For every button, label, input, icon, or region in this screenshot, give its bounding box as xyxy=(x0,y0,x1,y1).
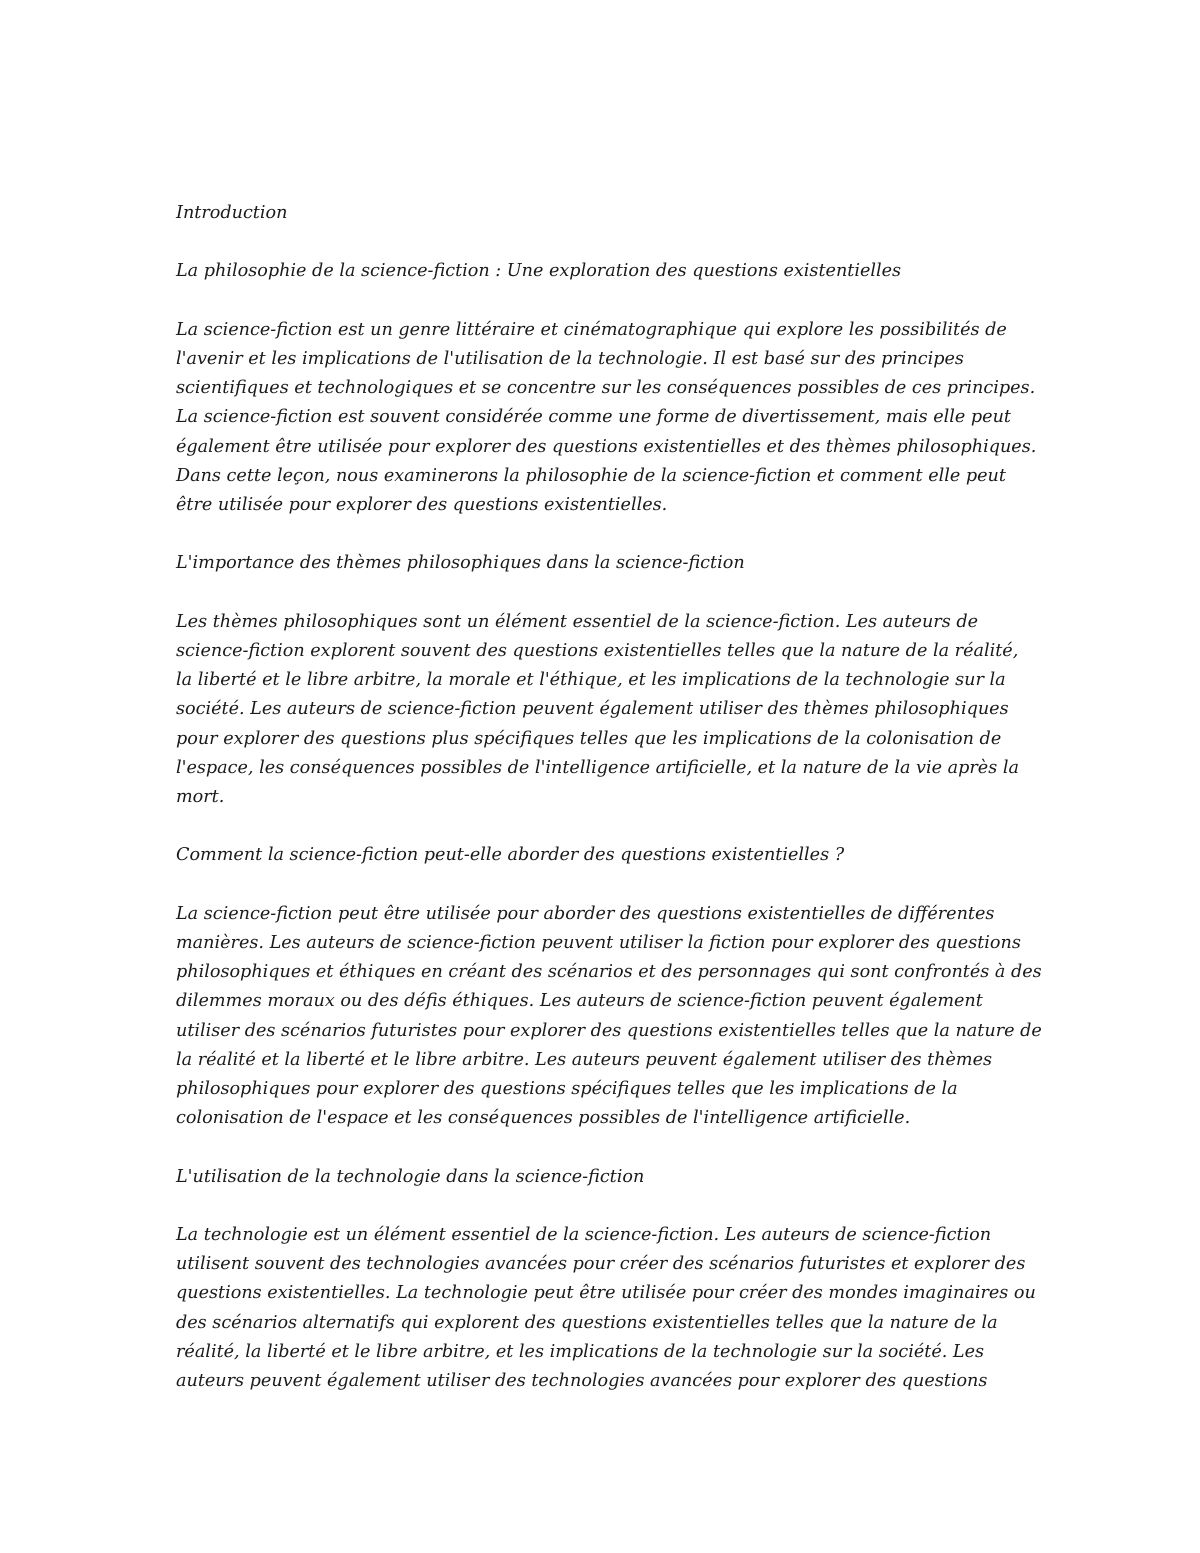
paragraph-technology xyxy=(176,1221,1036,1396)
section-heading-text: L'utilisation de la technologie dans la science-fiction xyxy=(176,1166,645,1187)
paragraph-line: des scénarios alternatifs qui explorent des questions existentielles telles que la nature de la xyxy=(176,1312,998,1333)
paragraph-line: être utilisée pour explorer des questions existentielles. xyxy=(176,495,668,515)
paragraph-line: philosophiques et éthiques en créant des scénarios et des personnages qui sont confrontés à des xyxy=(176,962,1042,983)
document-title xyxy=(176,257,1036,286)
paragraph-line: science-fiction explorent souvent des questions existentielles telles que la nature de la réalité, xyxy=(176,640,1019,661)
section-heading-philosophical-themes xyxy=(176,549,1036,578)
paragraph-line: La science-fiction est souvent considérée comme une forme de divertissement, mais elle peut xyxy=(176,407,1011,428)
paragraph-line: également être utilisée pour explorer des questions existentielles et des thèmes philosophiques. xyxy=(176,436,1037,457)
section-heading-text: L'importance des thèmes philosophiques dans la science-fiction xyxy=(176,553,745,574)
paragraph-line: mort. xyxy=(176,787,225,807)
section-heading-existential-questions xyxy=(176,841,1036,870)
paragraph-line: manières. Les auteurs de science-fiction peuvent utiliser la fiction pour explorer des questions xyxy=(176,932,1021,953)
paragraph-line: la liberté et le libre arbitre, la morale et l'éthique, et les implications de la technologie sur la xyxy=(176,670,1006,691)
paragraph-line: colonisation de l'espace et les conséquences possibles de l'intelligence artificielle. xyxy=(176,1108,911,1129)
section-heading-text: Comment la science-fiction peut-elle aborder des questions existentielles ? xyxy=(176,845,845,866)
intro-heading-text: Introduction xyxy=(176,203,288,223)
paragraph-line: scientifiques et technologiques et se concentre sur les conséquences possibles de ces principes. xyxy=(176,378,1036,399)
paragraph-line: dilemmes moraux ou des défis éthiques. Les auteurs de science-fiction peuvent également xyxy=(176,991,983,1012)
paragraph-line: philosophiques pour explorer des questions spécifiques telles que les implications de la xyxy=(176,1079,958,1099)
paragraph-line: l'avenir et les implications de l'utilisation de la technologie. Il est basé sur des principes xyxy=(176,348,964,369)
paragraph-line: Dans cette leçon, nous examinerons la philosophie de la science-fiction et comment elle peut xyxy=(176,465,1006,486)
paragraph-line: La science-fiction peut être utilisée pour aborder des questions existentielles de différentes xyxy=(176,903,995,924)
paragraph-line: la réalité et la liberté et le libre arbitre. Les auteurs peuvent également utiliser des thèmes xyxy=(176,1049,993,1070)
paragraph-line: Les thèmes philosophiques sont un élément essentiel de la science-fiction. Les auteurs de xyxy=(176,611,978,632)
paragraph-line: société. Les auteurs de science-fiction peuvent également utiliser des thèmes philosophiques xyxy=(176,699,1009,720)
paragraph-intro xyxy=(176,316,1036,520)
paragraph-line: réalité, la liberté et le libre arbitre, et les implications de la technologie sur la société. Les xyxy=(176,1341,985,1362)
paragraph-line: La technologie est un élément essentiel de la science-fiction. Les auteurs de science-fiction xyxy=(176,1224,992,1245)
paragraph-line: utilisent souvent des technologies avancées pour créer des scénarios futuristes et explorer des xyxy=(176,1254,1026,1275)
paragraph-existential-questions xyxy=(176,900,1042,1134)
paragraph-line: La science-fiction est un genre littéraire et cinématographique qui explore les possibilités de xyxy=(176,319,1007,340)
paragraph-line: auteurs peuvent également utiliser des technologies avancées pour explorer des questions xyxy=(176,1371,988,1391)
document-title-text: La philosophie de la science-fiction : Une exploration des questions existentielles xyxy=(176,261,902,282)
paragraph-line: l'espace, les conséquences possibles de l'intelligence artificielle, et la nature de la vie après la xyxy=(176,757,1019,778)
paragraph-philosophical-themes xyxy=(176,608,1036,812)
section-heading-technology xyxy=(176,1163,1036,1192)
paragraph-line: pour explorer des questions plus spécifiques telles que les implications de la colonisation de xyxy=(176,728,1002,749)
paragraph-line: utiliser des scénarios futuristes pour explorer des questions existentielles telles que la nature de xyxy=(176,1020,1042,1041)
paragraph-line: questions existentielles. La technologie peut être utilisée pour créer des mondes imaginaires ou xyxy=(176,1283,1036,1304)
intro-heading xyxy=(176,199,1036,228)
document-body xyxy=(176,199,1042,1425)
